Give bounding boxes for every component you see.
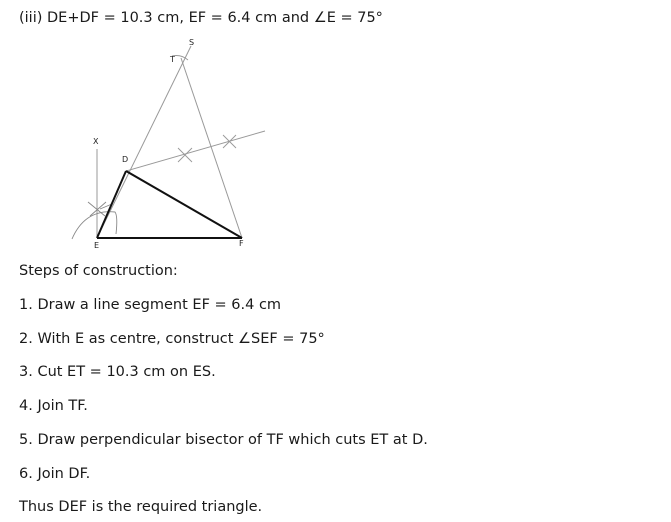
segment-tf <box>181 58 242 238</box>
label-s: S <box>189 38 195 47</box>
step-2: 2. With E as centre, construct ∠SEF = 75° <box>19 331 325 347</box>
label-e: E <box>94 241 100 250</box>
label-t: T <box>170 55 175 64</box>
step-3: 3. Cut ET = 10.3 cm on ES. <box>19 364 216 380</box>
conclusion: Thus DEF is the required triangle. <box>19 499 263 515</box>
label-d: D <box>122 155 129 164</box>
ray-es <box>97 46 191 238</box>
label-f: F <box>239 239 244 248</box>
construction-figure <box>60 34 280 254</box>
e-arc-large <box>72 212 117 239</box>
side-df <box>126 171 242 238</box>
steps-title: Steps of construction: <box>19 263 178 279</box>
step-5: 5. Draw perpendicular bisector of TF which cuts ET at D. <box>19 432 428 448</box>
label-x: X <box>93 137 99 146</box>
step-4: 4. Join TF. <box>19 398 88 414</box>
problem-heading: (iii) DE+DF = 10.3 cm, EF = 6.4 cm and ∠E = 75° <box>19 10 383 26</box>
step-1: 1. Draw a line segment EF = 6.4 cm <box>19 297 282 313</box>
bisector-arc-mark-2 <box>223 135 236 148</box>
side-ed <box>97 171 126 238</box>
step-6: 6. Join DF. <box>19 466 91 482</box>
